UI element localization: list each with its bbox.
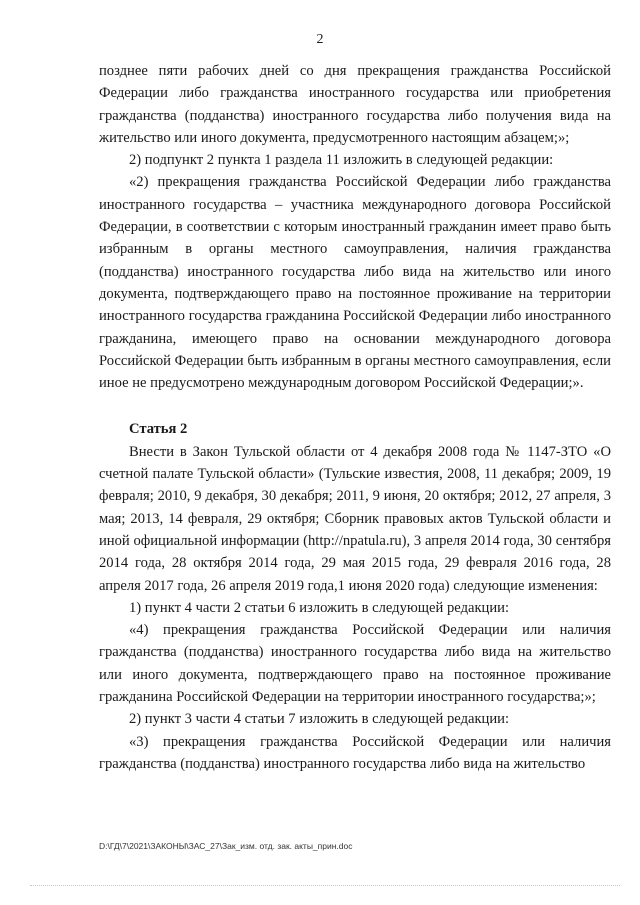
article-item-1: 1) пункт 4 части 2 статьи 6 изложить в следующей редакции:	[129, 599, 510, 616]
article-title: Статья 2	[129, 421, 188, 438]
article-intro-paragraph: Внести в Закон Тульской области от 4 декабря 2008 года № 1147-ЗТО «О счетной палате Тульской области» (Тульские известия, 2008, 11 декабря; 2009, 19 февраля; 2010, 9 декабря, 30 декабря; 2011, 9 июня, 20 октября; 2012, 27 апреля, 3 мая; 2013, 14 февраля, 29 октября; Сборник правовых актов Тульской области и иной официальной информации (http://npatula.ru), 3 апреля 2014 года, 30 сентября 2014 года, 28 октября 2014 года, 29 мая 2015 года, 29 февраля 2016 года, 28 апреля 2017 года, 26 апреля 2019 года,1 июня 2020 года) следующие изменения:	[99, 443, 611, 594]
article-item-2: 2) пункт 3 части 4 статьи 7 изложить в следующей редакции:	[129, 711, 510, 728]
article-item-2-text: «3) прекращения гражданства Российской Федерации или наличия гражданства (подданства) иностранного государства либо вида на жительство	[99, 733, 611, 772]
page-number: 2	[316, 32, 324, 47]
document-body	[99, 60, 611, 775]
article-item-1-text: «4) прекращения гражданства Российской Федерации или наличия гражданства (подданства) иностранного государства либо вида на жительство или иного документа, подтверждающего право на постоянное проживание гражданина Российской Федерации на территории иностранного государства;»;	[99, 622, 611, 706]
file-path-footer: D:\ГД\7\2021\ЗАКОНЫ\ЗАС_27\Зак_изм. отд. зак. акты_прин.doc	[99, 841, 353, 851]
scan-artifact-line	[30, 885, 620, 886]
paragraph-quoted-text: «2) прекращения гражданства Российской Федерации либо гражданства иностранного государства – участника международного договора Российской Федерации, в соответствии с которым иностранный гражданин имеет право быть избранным в органы местного самоуправления, наличия гражданства (подданства) иностранного государства либо вида на жительство или иного документа, подтверждающего право на постоянное проживание на территории иностранного государства гражданина Российской Федерации либо иностранного гражданина, имеющего право на основании международного договора Российской Федерации быть избранным в органы местного самоуправления, если иное не предусмотрено международным договором Российской Федерации;».	[99, 174, 611, 392]
paragraph-continuation: позднее пяти рабочих дней со дня прекращения гражданства Российской Федерации либо гражданства иностранного государства или приобретения гражданства (подданства) иностранного государства либо получения вида на жительство или иного документа, предусмотренного настоящим абзацем;»;	[99, 63, 611, 146]
paragraph-amendment-item: 2) подпункт 2 пункта 1 раздела 11 изложить в следующей редакции:	[129, 152, 554, 169]
